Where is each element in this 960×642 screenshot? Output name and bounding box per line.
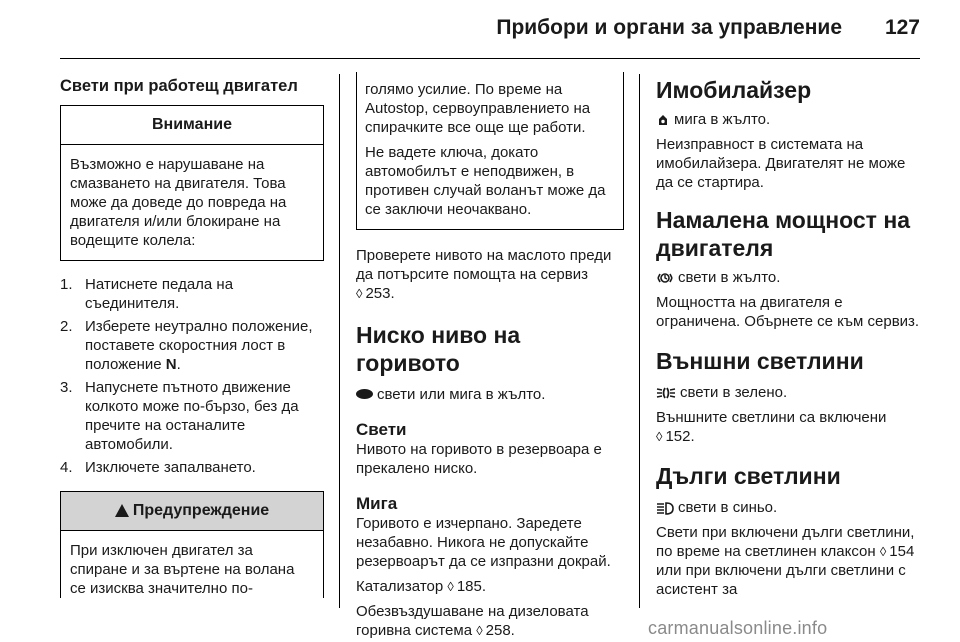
page-number: 127 [884, 16, 920, 39]
diesel-ref: 258. [485, 622, 515, 639]
high-beam-icon [656, 502, 674, 515]
column-3 [656, 76, 922, 599]
step-text-end: . [176, 356, 181, 373]
catalyst-ref: 185. [456, 578, 487, 595]
exterior-ref: 152. [665, 428, 695, 445]
warning-box-title-text: Предупреждение [132, 502, 270, 519]
power-heading: Намалена мощност на двигателя [656, 207, 911, 261]
step-number: 3. [60, 379, 73, 396]
column-1 [60, 76, 324, 598]
list-item [60, 317, 324, 374]
page-header-title: Прибори и органи за управление [496, 16, 842, 39]
catalyst-line [356, 577, 624, 596]
high-beam-text [656, 523, 922, 599]
page-reference-icon: ◊ [476, 623, 483, 638]
page-reference-icon: ◊ [356, 286, 363, 301]
page-reference-icon: ◊ [656, 429, 663, 444]
oil-check-ref: 253. [365, 285, 395, 302]
immobilizer-key-icon [656, 113, 670, 127]
step-text: Натиснете педала на съединителя. [85, 276, 234, 312]
high-beam-text-a: Свети при включени дълги светлини, по време на светлинен клаксон [656, 524, 915, 560]
exterior-lights-heading: Външни светлини [656, 348, 864, 374]
step-number: 1. [60, 276, 73, 293]
lights-text: Нивото на горивото в резервоара е прекалено ниско. [356, 441, 602, 477]
engine-power-icon [656, 271, 674, 285]
step-text-part: Изберете неутрално положение, поставете скоростния лост в положение [85, 318, 313, 373]
high-beam-indicator-text: свети в синьо. [678, 499, 778, 516]
flash-subheading: Мига [356, 494, 398, 513]
oil-check-text: Проверете нивото на маслото преди да потърсите помощта на сервиз [356, 247, 612, 283]
attention-box-text: Възможно е нарушаване на смазването на двигателя. Това може да доведе до повреда на двигателя и/или блокиране на водещите колела: [70, 156, 287, 249]
diesel-line [356, 602, 624, 640]
warning-box-body [61, 531, 323, 598]
page-reference-icon: ◊ [447, 579, 454, 594]
page-reference-icon: ◊ [879, 544, 887, 559]
flash-text: Горивото е изчерпано. Заредете незабавно. Никога не допускайте резервоарът да се изпразни докрай. [356, 515, 611, 570]
step-text: Напуснете пътното движение колкото може по-бързо, без да пречите на останалите автомобили. [85, 379, 299, 453]
fuel-indicator-text: свети или мига в жълто. [377, 386, 546, 403]
high-beam-heading: Дълги светлини [656, 463, 841, 489]
step-number: 2. [60, 318, 73, 335]
exterior-text [656, 408, 922, 446]
step-number: 4. [60, 459, 73, 476]
high-beam-text-b: или при включени дълги светлини с асистент за [656, 562, 906, 598]
exterior-indicator-text: свети в зелено. [680, 384, 788, 401]
power-indicator-line [656, 268, 922, 287]
warning-box-continuation [356, 72, 624, 230]
step-text [72, 317, 324, 374]
oil-check-paragraph [356, 246, 624, 303]
list-item [60, 378, 324, 454]
list-item [60, 458, 324, 477]
fuel-indicator-line [356, 385, 624, 404]
lights-subheading: Свети [356, 420, 407, 439]
exterior-text-main: Външните светлини са включени [656, 409, 887, 426]
column-2 [356, 72, 624, 640]
immobilizer-text: Неизправност в системата на имобилайзера. Двигателят не може да се стартира. [656, 136, 906, 191]
steps-list [60, 275, 324, 477]
step-text: Изключете запалването. [85, 459, 256, 476]
power-indicator-text: свети в жълто. [678, 269, 781, 286]
warning-continuation-text: Не вадете ключа, докато автомобилът е неподвижен, в противен случай воланът може да се заключи неочаквано. [365, 144, 606, 218]
header-divider [60, 58, 920, 59]
watermark: carmanualsonline.info [648, 618, 828, 638]
warning-continuation-text: голямо усилие. По време на Autostop, сервоуправлението на спирачките все още ще работи. [365, 81, 591, 136]
attention-box [60, 105, 324, 261]
high-beam-ref: 154 [889, 543, 915, 560]
diesel-text: Обезвъздушаване на дизеловата горивна система [356, 603, 589, 639]
attention-box-title: Внимание [61, 106, 323, 145]
high-beam-indicator-line [656, 498, 922, 517]
warning-box-text: При изключен двигател за спиране и за въртене на волана се изисква значително по- [70, 542, 295, 597]
immobilizer-indicator-text: мига в жълто. [674, 111, 771, 128]
power-text: Мощността на двигателя е ограничена. Обърнете се към сервиз. [656, 294, 920, 330]
attention-box-body [61, 145, 323, 260]
section-heading-engine-running: Свети при работещ двигател [60, 77, 298, 95]
fuel-indicator-icon [356, 389, 373, 399]
fuel-heading: Ниско ниво на горивото [356, 322, 521, 376]
column-divider-1 [339, 74, 340, 608]
immobilizer-indicator-line [656, 110, 922, 129]
gear-neutral-label: N [165, 356, 177, 373]
catalyst-text: Катализатор [356, 578, 444, 595]
warning-box [60, 491, 324, 598]
column-divider-2 [639, 74, 640, 608]
exterior-indicator-line [656, 383, 922, 402]
warning-box-title [61, 492, 323, 531]
warning-triangle-icon [115, 504, 129, 517]
list-item [60, 275, 324, 313]
immobilizer-heading: Имобилайзер [656, 77, 812, 103]
exterior-lights-icon [656, 387, 676, 399]
